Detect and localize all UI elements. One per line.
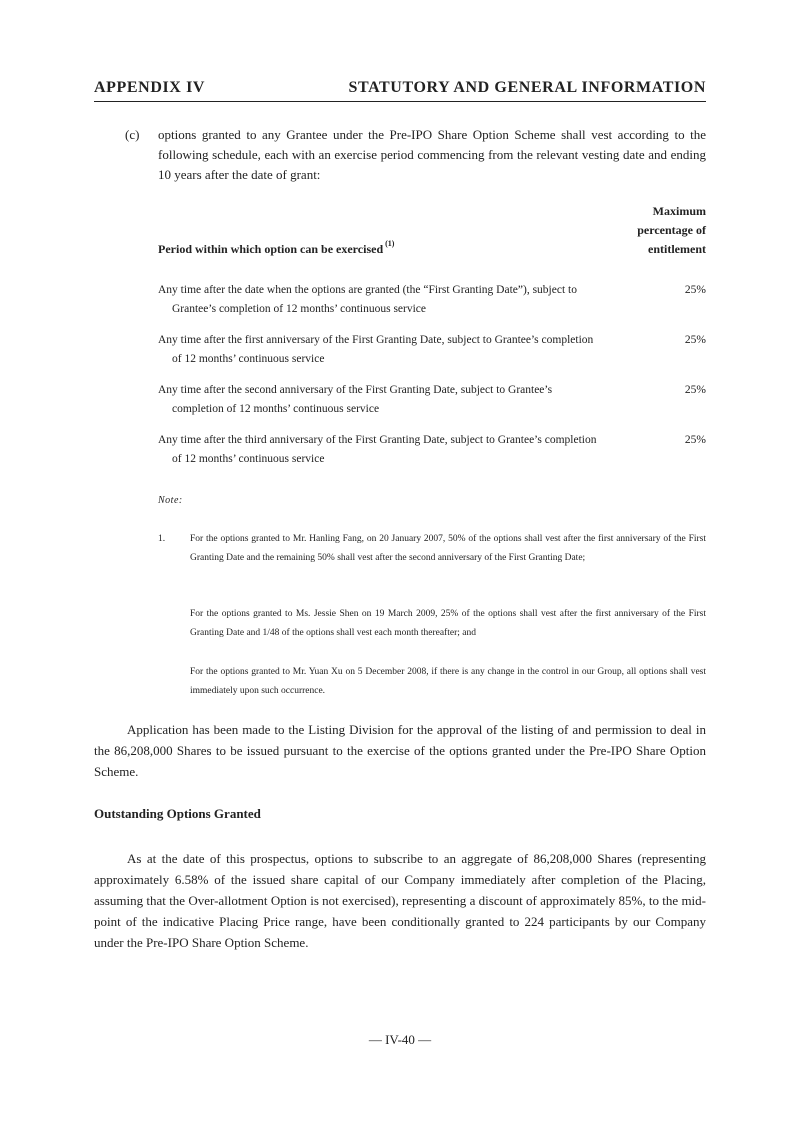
table-row xyxy=(158,331,706,369)
clause-c xyxy=(94,125,706,185)
table-row xyxy=(158,281,706,319)
application-paragraph xyxy=(94,719,706,782)
percentage-cell: 25% xyxy=(684,434,706,446)
note-text: For the options granted to Mr. Yuan Xu on 5 December 2008, if there is any change in the control in our Group, all options shall vest immediately upon such occurrence. xyxy=(190,667,706,696)
note-label: Note: xyxy=(158,495,183,506)
clause-marker: (c) xyxy=(125,127,140,142)
header-rule xyxy=(94,101,706,102)
period-cell: Any time after the date when the options are granted (the “First Granting Date”), subject to Grantee’s completion of 12 months’ continuous service xyxy=(158,284,577,315)
footnote-ref: (1) xyxy=(385,239,395,248)
period-header-text: Period within which option can be exercised xyxy=(158,242,384,256)
outstanding-options-heading: Outstanding Options Granted xyxy=(94,806,261,821)
outstanding-paragraph xyxy=(94,848,706,953)
table-row xyxy=(158,381,706,419)
percentage-header-line: Maximum xyxy=(652,204,706,218)
note-number: 1. xyxy=(158,534,166,544)
note-text: For the options granted to Mr. Hanling Fang, on 20 January 2007, 50% of the options shall vest after the first anniversary of the First Granting Date and the remaining 50% shall vest after the second anniversary of the First Granting Date; xyxy=(190,534,706,563)
percentage-cell: 25% xyxy=(684,334,706,346)
note-item xyxy=(158,663,706,701)
note-item xyxy=(158,605,706,643)
page-header xyxy=(94,79,706,97)
percentage-header-line: entitlement xyxy=(648,242,706,256)
section-title: STATUTORY AND GENERAL INFORMATION xyxy=(348,79,706,96)
table-header xyxy=(158,202,706,262)
period-cell: Any time after the second anniversary of the First Granting Date, subject to Grantee’s completion of 12 months’ continuous service xyxy=(158,384,553,415)
page-number: — IV-40 — xyxy=(368,1032,432,1047)
percentage-column-header xyxy=(637,202,706,259)
table-row xyxy=(158,431,706,469)
period-cell: Any time after the third anniversary of the First Granting Date, subject to Grantee’s completion of 12 months’ continuous service xyxy=(158,434,597,465)
vesting-schedule-table xyxy=(158,202,706,469)
clause-text: options granted to any Grantee under the Pre-IPO Share Option Scheme shall vest according to the following schedule, each with an exercise period commencing from the relevant vesting date and ending 10 years after the date of grant: xyxy=(158,127,706,182)
application-paragraph-text: Application has been made to the Listing Division for the approval of the listing of and permission to deal in the 86,208,000 Shares to be issued pursuant to the exercise of the options granted under the Pre-IPO Share Option Scheme. xyxy=(94,722,706,779)
note-item xyxy=(158,530,706,568)
appendix-label: APPENDIX IV xyxy=(94,79,206,96)
percentage-cell: 25% xyxy=(684,384,706,396)
percentage-cell: 25% xyxy=(684,284,706,296)
outstanding-paragraph-text: As at the date of this prospectus, options to subscribe to an aggregate of 86,208,000 Shares (representing approximately 6.58% of the issued share capital of our Company immediately after completion of the Placing, assuming that the Over-allotment Option is not exercised), representing a discount of approximately 85%, to the mid-point of the indicative Placing Price range, have been conditionally granted to 224 participants by our Company under the Pre-IPO Share Option Scheme. xyxy=(94,851,706,950)
period-column-header xyxy=(158,239,395,257)
period-cell: Any time after the first anniversary of the First Granting Date, subject to Grantee’s completion of 12 months’ continuous service xyxy=(158,334,594,365)
percentage-header-line: percentage of xyxy=(637,223,706,237)
note-text: For the options granted to Ms. Jessie Shen on 19 March 2009, 25% of the options shall vest after the first anniversary of the First Granting Date and 1/48 of the options shall vest each month thereafter; and xyxy=(190,609,706,638)
